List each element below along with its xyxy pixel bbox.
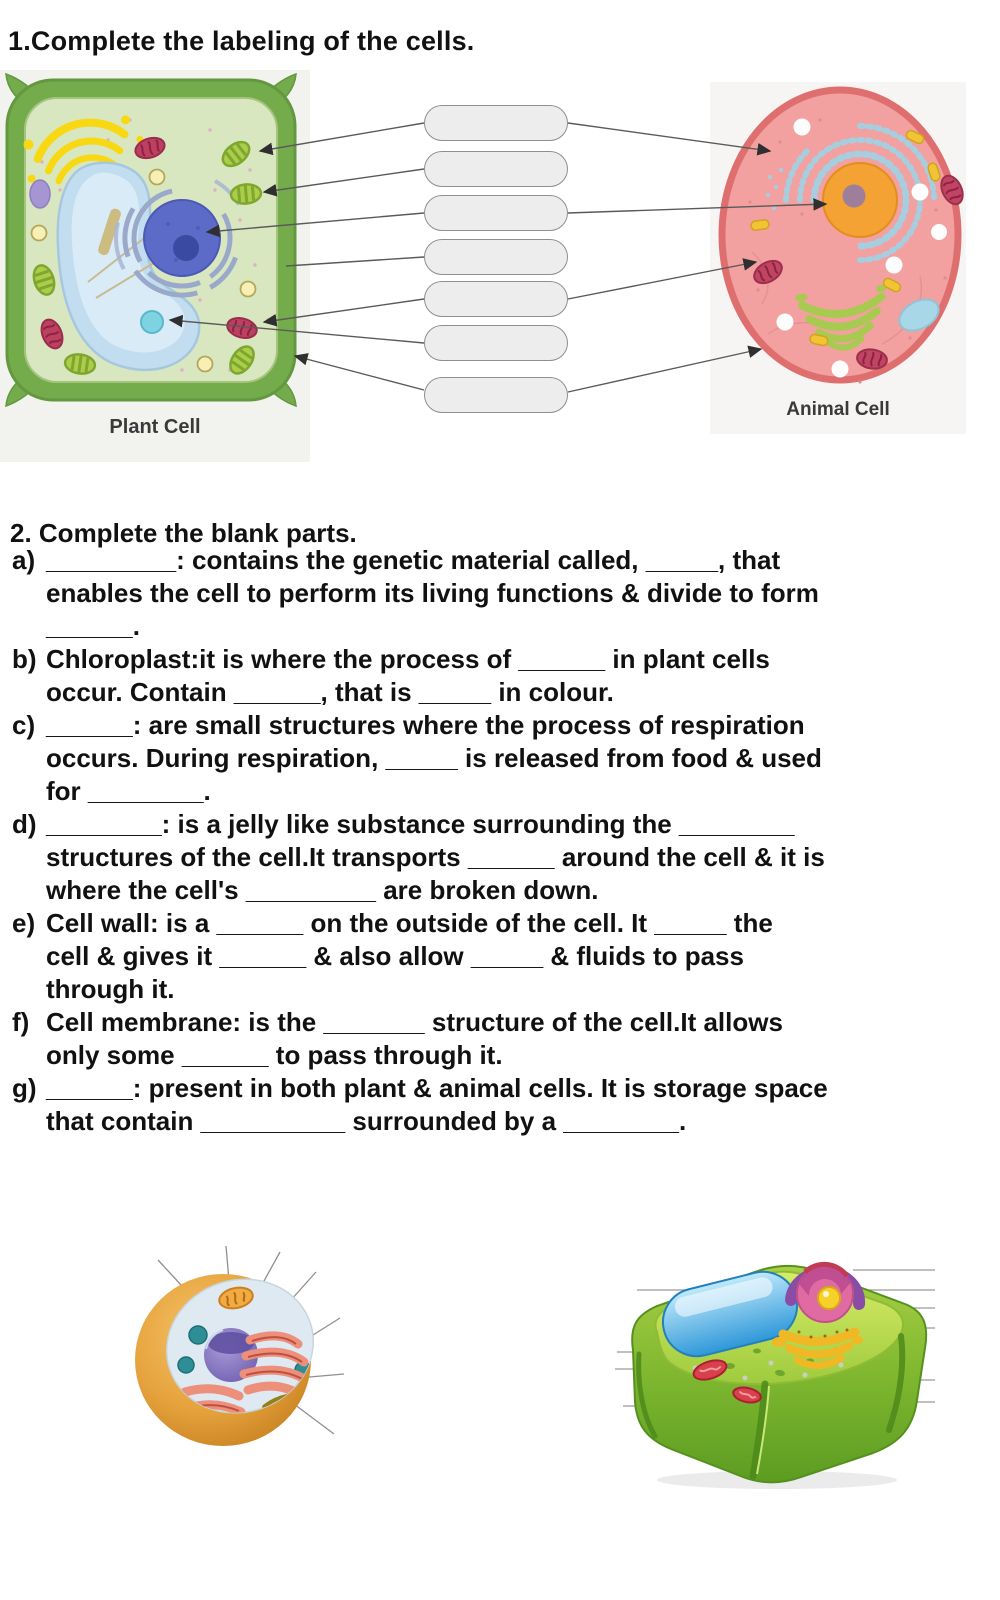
item-text — [46, 1006, 985, 1072]
item-line: Cell membrane: is the _______ structure of the cell.It allows — [46, 1007, 783, 1037]
item-letter: d) — [12, 809, 37, 839]
question-item-c — [0, 709, 985, 808]
item-line: through it. — [46, 974, 175, 1004]
item-text — [46, 709, 985, 808]
item-letter: g) — [12, 1073, 37, 1103]
item-text — [46, 544, 985, 643]
item-line: structures of the cell.It transports ______ around the cell & it is — [46, 842, 825, 872]
plant-nucleolus — [173, 235, 199, 261]
plant-vesicle — [30, 180, 50, 208]
answer-box-1[interactable] — [424, 105, 568, 141]
item-text — [46, 907, 985, 1006]
item-text — [46, 808, 985, 907]
item-line: occur. Contain ______, that is _____ in colour. — [46, 677, 614, 707]
question1-title: 1.Complete the labeling of the cells. — [8, 26, 475, 57]
item-line: ______. — [46, 611, 140, 641]
vacuole-vesicle — [141, 311, 163, 333]
item-line: where the cell's _________ are broken down. — [46, 875, 599, 905]
plant3d-nucleolus — [818, 1287, 840, 1309]
plant-cell-caption: Plant Cell — [109, 416, 201, 438]
question-item-g — [0, 1072, 985, 1138]
item-line: ______: present in both plant & animal cells. It is storage space — [46, 1073, 828, 1103]
plant-cell-illustration — [0, 70, 310, 425]
item-letter: c) — [12, 710, 36, 740]
question-item-d — [0, 808, 985, 907]
item-text — [46, 643, 985, 709]
answer-box-5[interactable] — [424, 281, 568, 317]
answer-box-6[interactable] — [424, 325, 568, 361]
animal-cell-illustration — [710, 82, 966, 394]
item-letter: a) — [12, 545, 36, 575]
item-line: Cell wall: is a ______ on the outside of the cell. It _____ the — [46, 908, 773, 938]
item-line: only some ______ to pass through it. — [46, 1040, 503, 1070]
answer-box-7[interactable] — [424, 377, 568, 413]
item-line: enables the cell to perform its living functions & divide to form — [46, 578, 819, 608]
line-box7-plant — [295, 356, 424, 390]
question2-title: 2. Complete the blank parts. — [10, 517, 357, 548]
item-letter: b) — [12, 644, 37, 674]
item-text — [46, 1072, 985, 1138]
question-item-e — [0, 907, 985, 1006]
item-line: for ________. — [46, 776, 211, 806]
question-item-f — [0, 1006, 985, 1072]
animal-nucleolus — [843, 185, 866, 208]
item-line: Chloroplast:it is where the process of ______ in plant cells — [46, 644, 770, 674]
item-letter: f) — [12, 1007, 30, 1037]
animal-cell-caption: Animal Cell — [786, 399, 890, 420]
answer-box-3[interactable] — [424, 195, 568, 231]
answer-box-4[interactable] — [424, 239, 568, 275]
item-line: ________: is a jelly like substance surrounding the ________ — [46, 809, 795, 839]
item-letter: e) — [12, 908, 36, 938]
animal-cell-panel — [710, 82, 966, 434]
fill-blanks-list — [0, 544, 985, 1138]
answer-box-2[interactable] — [424, 151, 568, 187]
plant-cell-panel — [0, 70, 310, 462]
animal-cell-3d-illustration — [118, 1238, 346, 1456]
item-line: _________: contains the genetic material called, _____, that — [46, 545, 781, 575]
item-line: cell & gives it ______ & also allow _____ & fluids to pass — [46, 941, 744, 971]
question-item-b — [0, 643, 985, 709]
question-item-a — [0, 544, 985, 643]
item-line: ______: are small structures where the process of respiration — [46, 710, 805, 740]
plant-cell-3d-illustration — [605, 1232, 940, 1492]
item-line: occurs. During respiration, _____ is released from food & used — [46, 743, 822, 773]
item-line: that contain __________ surrounded by a ________. — [46, 1106, 687, 1136]
